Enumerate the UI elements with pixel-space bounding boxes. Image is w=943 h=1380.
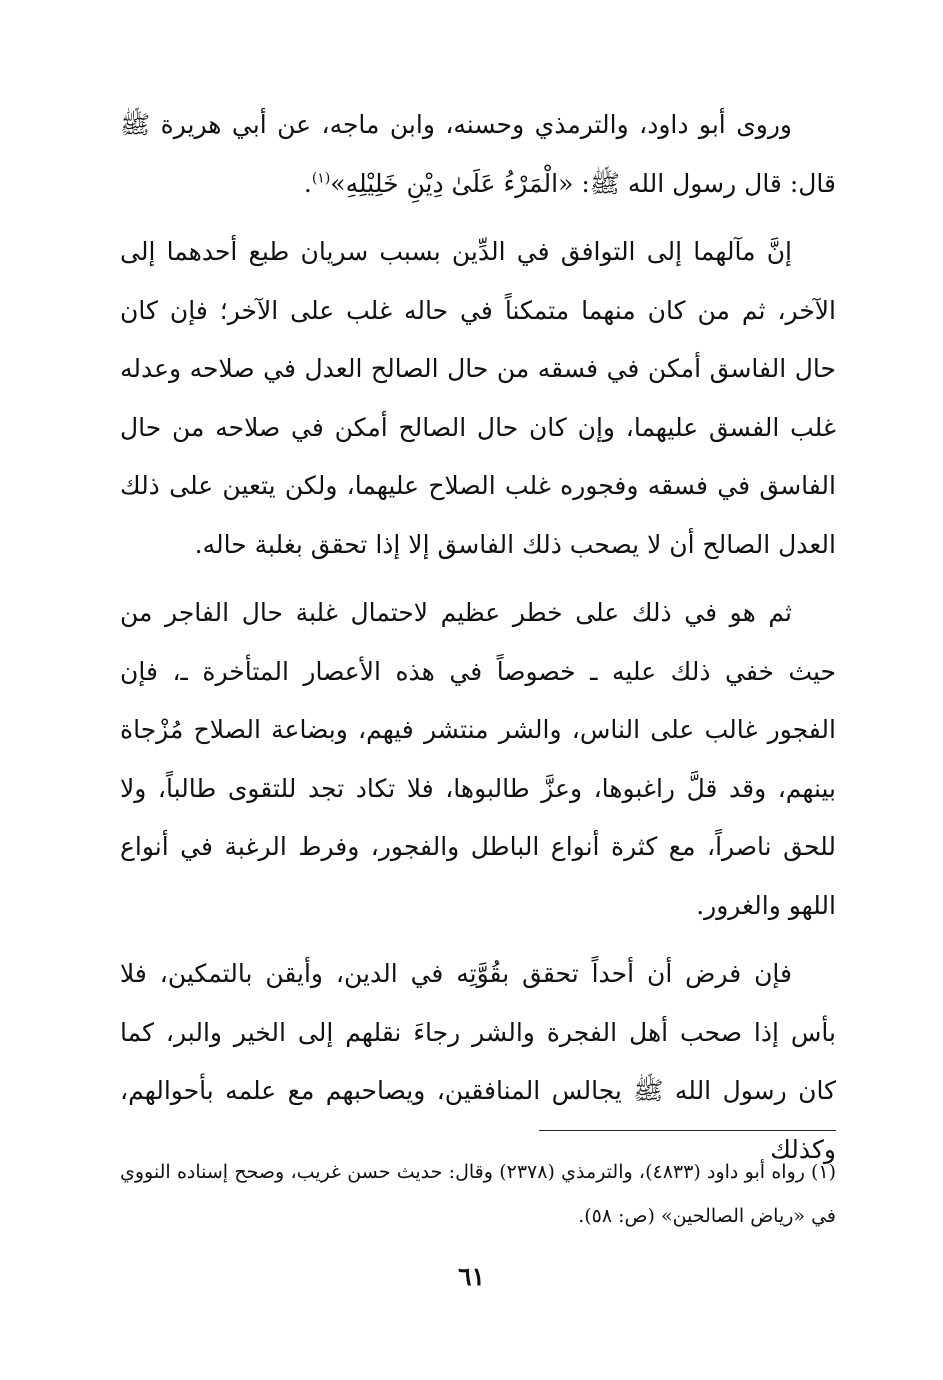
footnotes-section	[120, 1150, 836, 1238]
paragraph-2: إنَّ مآلهما إلى التوافق في الدِّين بسبب سريان طبع أحدهما إلى الآخر، ثم من كان منهما متمكناً في حاله غلب على الآخر؛ فإن كان حال الفاسق أمكن في فسقه من حال الصالح العدل في صلاحه وعدله غلب الفسق عليهما، وإن كان حال الصالح أمكن في صلاحه من حال الفاسق في فسقه وفجوره غلب الصلاح عليهما، ولكن يتعين على ذلك العدل الصالح أن لا يصحب ذلك الفاسق إلا إذا تحقق بغلبة حاله.	[120, 237, 836, 559]
footnote-1	[120, 1150, 836, 1238]
page-number: ٦١	[458, 1262, 485, 1291]
footnote-1-number: (١)	[810, 1161, 836, 1183]
footnote-1-text: رواه أبو داود (٤٨٣٣)، والترمذي (٢٣٧٨) وقال: حديث حسن غريب، وصحح إسناده النووي في «رياض الصالحين» (ص: ٥٨).	[120, 1161, 836, 1227]
footnote-reference-1: (١)	[311, 170, 331, 187]
paragraph-4: فإن فرض أن أحداً تحقق بقُوَّتِه في الدين، وأيقن بالتمكين، فلا بأس إذا صحب أهل الفجرة والشر رجاءَ نقلهم إلى الخير والبر، كما كان رسول الله ﷺ يجالس المنافقين، ويصاحبهم مع علمه بأحوالهم، وكذلك	[120, 959, 836, 1164]
paragraph-3: ثم هو في ذلك على خطر عظيم لاحتمال غلبة حال الفاجر من حيث خفي ذلك عليه ـ خصوصاً في هذه الأعصار المتأخرة ـ، فإن الفجور غالب على الناس، والشر منتشر فيهم، وبضاعة الصلاح مُزْجاة بينهم، وقد قلَّ راغبوها، وعزَّ طالبوها، فلا تكاد تجد للتقوى طالباً، ولا للحق ناصراً، مع كثرة أنواع الباطل والفجور، وفرط الرغبة في أنواع اللهو والغرور.	[120, 598, 836, 920]
paragraph-1-text: وروى أبو داود، والترمذي وحسنه، وابن ماجه، عن أبي هريرة ﷺ قال: قال رسول الله ﷺ: «الْمَرْءُ عَلَىٰ دِيْنِ خَلِيْلِهِ»	[120, 110, 836, 198]
paragraph-1-end: .	[303, 168, 312, 198]
page-body	[120, 96, 836, 1179]
footnote-separator	[539, 1130, 836, 1131]
paragraph-1	[120, 96, 836, 213]
